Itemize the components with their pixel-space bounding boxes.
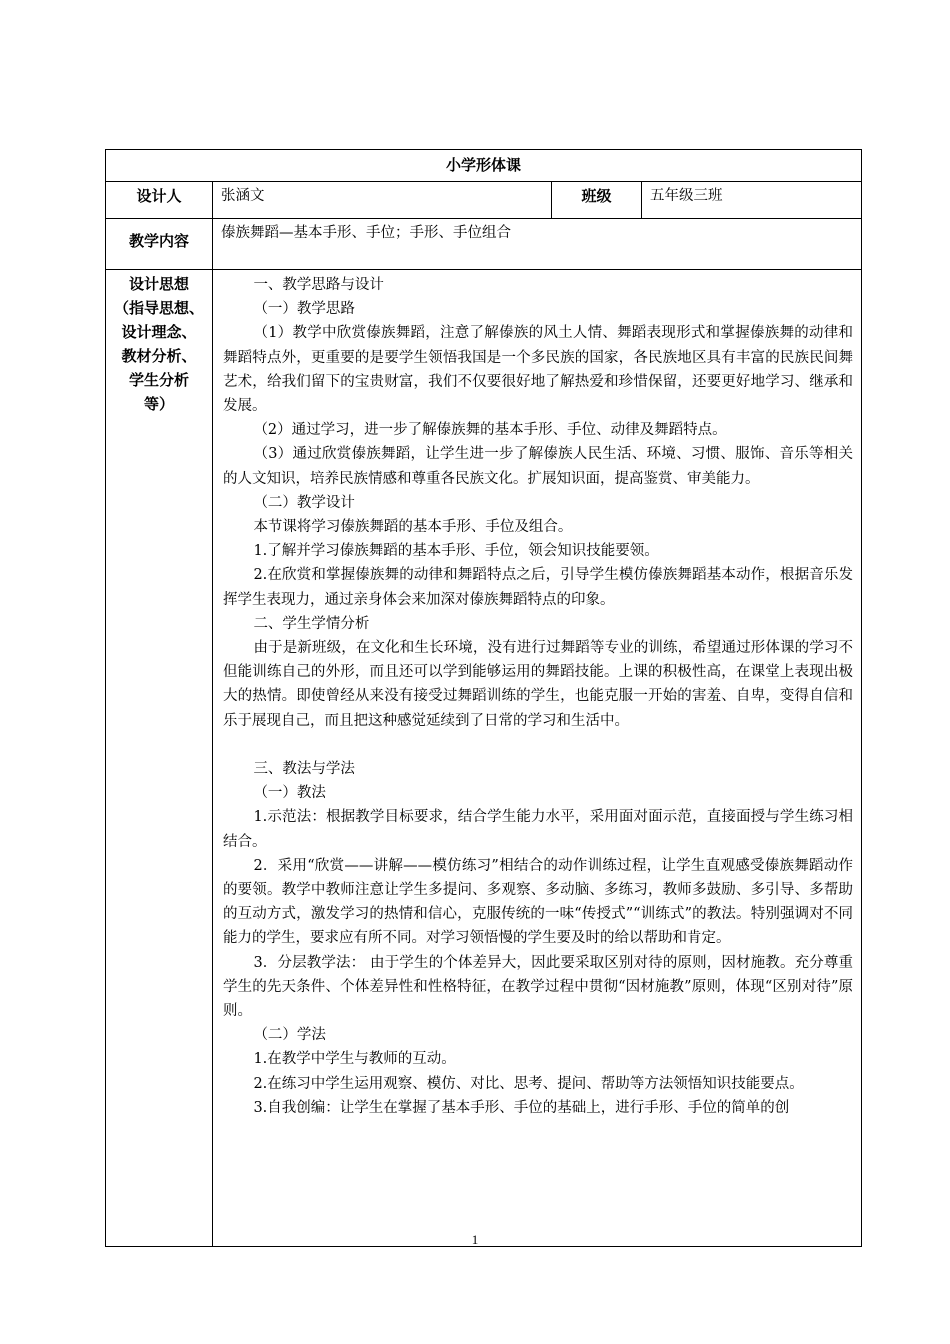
paragraph: 2.在练习中学生运用观察、模仿、对比、思考、提问、帮助等方法领悟知识技能要点。: [253, 1075, 804, 1092]
design-label-line: 学生分析: [128, 371, 189, 389]
design-thought-content: [213, 270, 862, 1247]
teaching-content-label: 教学内容: [106, 219, 213, 270]
page-number: 1: [471, 1232, 479, 1247]
paragraph: 1.示范法：根据教学目标要求，结合学生能力水平，采用面对面示范，直接面授与学生练习相结合。: [223, 809, 854, 850]
subsection-heading: （二）教学设计: [253, 494, 355, 511]
paragraph: 2．采用“欣赏——讲解——模仿练习”相结合的动作训练过程，让学生直观感受傣族舞蹈动作的要领。教学中教师注意让学生多提问、多观察、多动脑、多练习，教师多鼓励、多引导、多帮助的互动方式，激发学习的热情和信心，克服传统的一味“传授式”“训练式”的教法。特别强调对不同能力的学生，要求应有所不同。对学习领悟慢的学生要及时的给以帮助和肯定。: [223, 857, 854, 947]
teaching-content-value: 傣族舞蹈—基本手形、手位；手形、手位组合: [213, 219, 862, 270]
section-heading: 一、教学思路与设计: [253, 277, 384, 293]
design-label-line: 教材分析、: [121, 347, 197, 365]
design-label-line: 设计思想: [128, 275, 189, 293]
paragraph: 3.自我创编：让学生在掌握了基本手形、手位的基础上，进行手形、手位的简单的创: [253, 1099, 790, 1116]
section-heading: 二、学生学情分析: [253, 615, 370, 632]
paragraph: （3）通过欣赏傣族舞蹈，让学生进一步了解傣族人民生活、环境、习惯、服饰、音乐等相关的人文知识，培养民族情感和尊重各民族文化。扩展知识面，提高鉴赏、审美能力。: [223, 446, 854, 487]
subsection-heading: （一）教学思路: [253, 301, 355, 318]
paragraph: 2.在欣赏和掌握傣族舞的动律和舞蹈特点之后，引导学生模仿傣族舞蹈基本动作，根据音乐发挥学生表现力，通过亲身体会来加深对傣族舞蹈特点的印象。: [223, 567, 854, 608]
paragraph: 3．分层教学法： 由于学生的个体差异大，因此要采取区别对待的原则，因材施教。充分尊重学生的先天条件、个体差异性和性格特征，在教学过程中贯彻“因材施教”原则，体现“区别对待”原则。: [223, 954, 854, 1020]
table-title: 小学形体课: [106, 150, 862, 182]
paragraph: （1）教学中欣赏傣族舞蹈，注意了解傣族的风土人情、舞蹈表现形式和掌握傣族舞的动律和舞蹈特点外，更重要的是要学生领悟我国是一个多民族的国家，各民族地区具有丰富的民族民间舞艺术，给我们留下的宝贵财富，我们不仅要很好地了解热爱和珍惜保留，还要更好地学习、继承和发展。: [223, 325, 854, 415]
design-label-line: 设计理念、: [121, 323, 197, 341]
class-value: 五年级三班: [642, 182, 862, 219]
paragraph: 1.了解并学习傣族舞蹈的基本手形、手位，领会知识技能要领。: [253, 543, 659, 560]
design-label-line: （指导思想、: [113, 299, 204, 317]
subsection-heading: （二）学法: [253, 1027, 326, 1044]
designer-value: 张涵文: [213, 182, 552, 219]
class-label: 班级: [552, 182, 642, 219]
paragraph: 本节课将学习傣族舞蹈的基本手形、手位及组合。: [253, 519, 573, 536]
paragraph: （2）通过学习，进一步了解傣族舞的基本手形、手位、动律及舞蹈特点。: [253, 422, 727, 439]
section-heading: 三、教法与学法: [253, 761, 355, 778]
lesson-plan-table: [105, 149, 862, 1247]
paragraph: 1.在教学中学生与教师的互动。: [253, 1051, 456, 1068]
paragraph: 由于是新班级，在文化和生长环境，没有进行过舞蹈等专业的训练，希望通过形体课的学习不但能训练自己的外形，而且还可以学到能够运用的舞蹈技能。上课的积极性高，在课堂上表现出极大的热情。即使曾经从来没有接受过舞蹈训练的学生，也能克服一开始的害羞、自卑，变得自信和乐于展现自己，而且把这种感觉延续到了日常的学习和生活中。: [223, 640, 854, 729]
design-thought-label: [106, 270, 213, 1247]
design-label-line: 等）: [143, 395, 174, 413]
blank-line: [223, 733, 853, 757]
subsection-heading: （一）教法: [253, 785, 326, 802]
designer-label: 设计人: [106, 182, 213, 219]
